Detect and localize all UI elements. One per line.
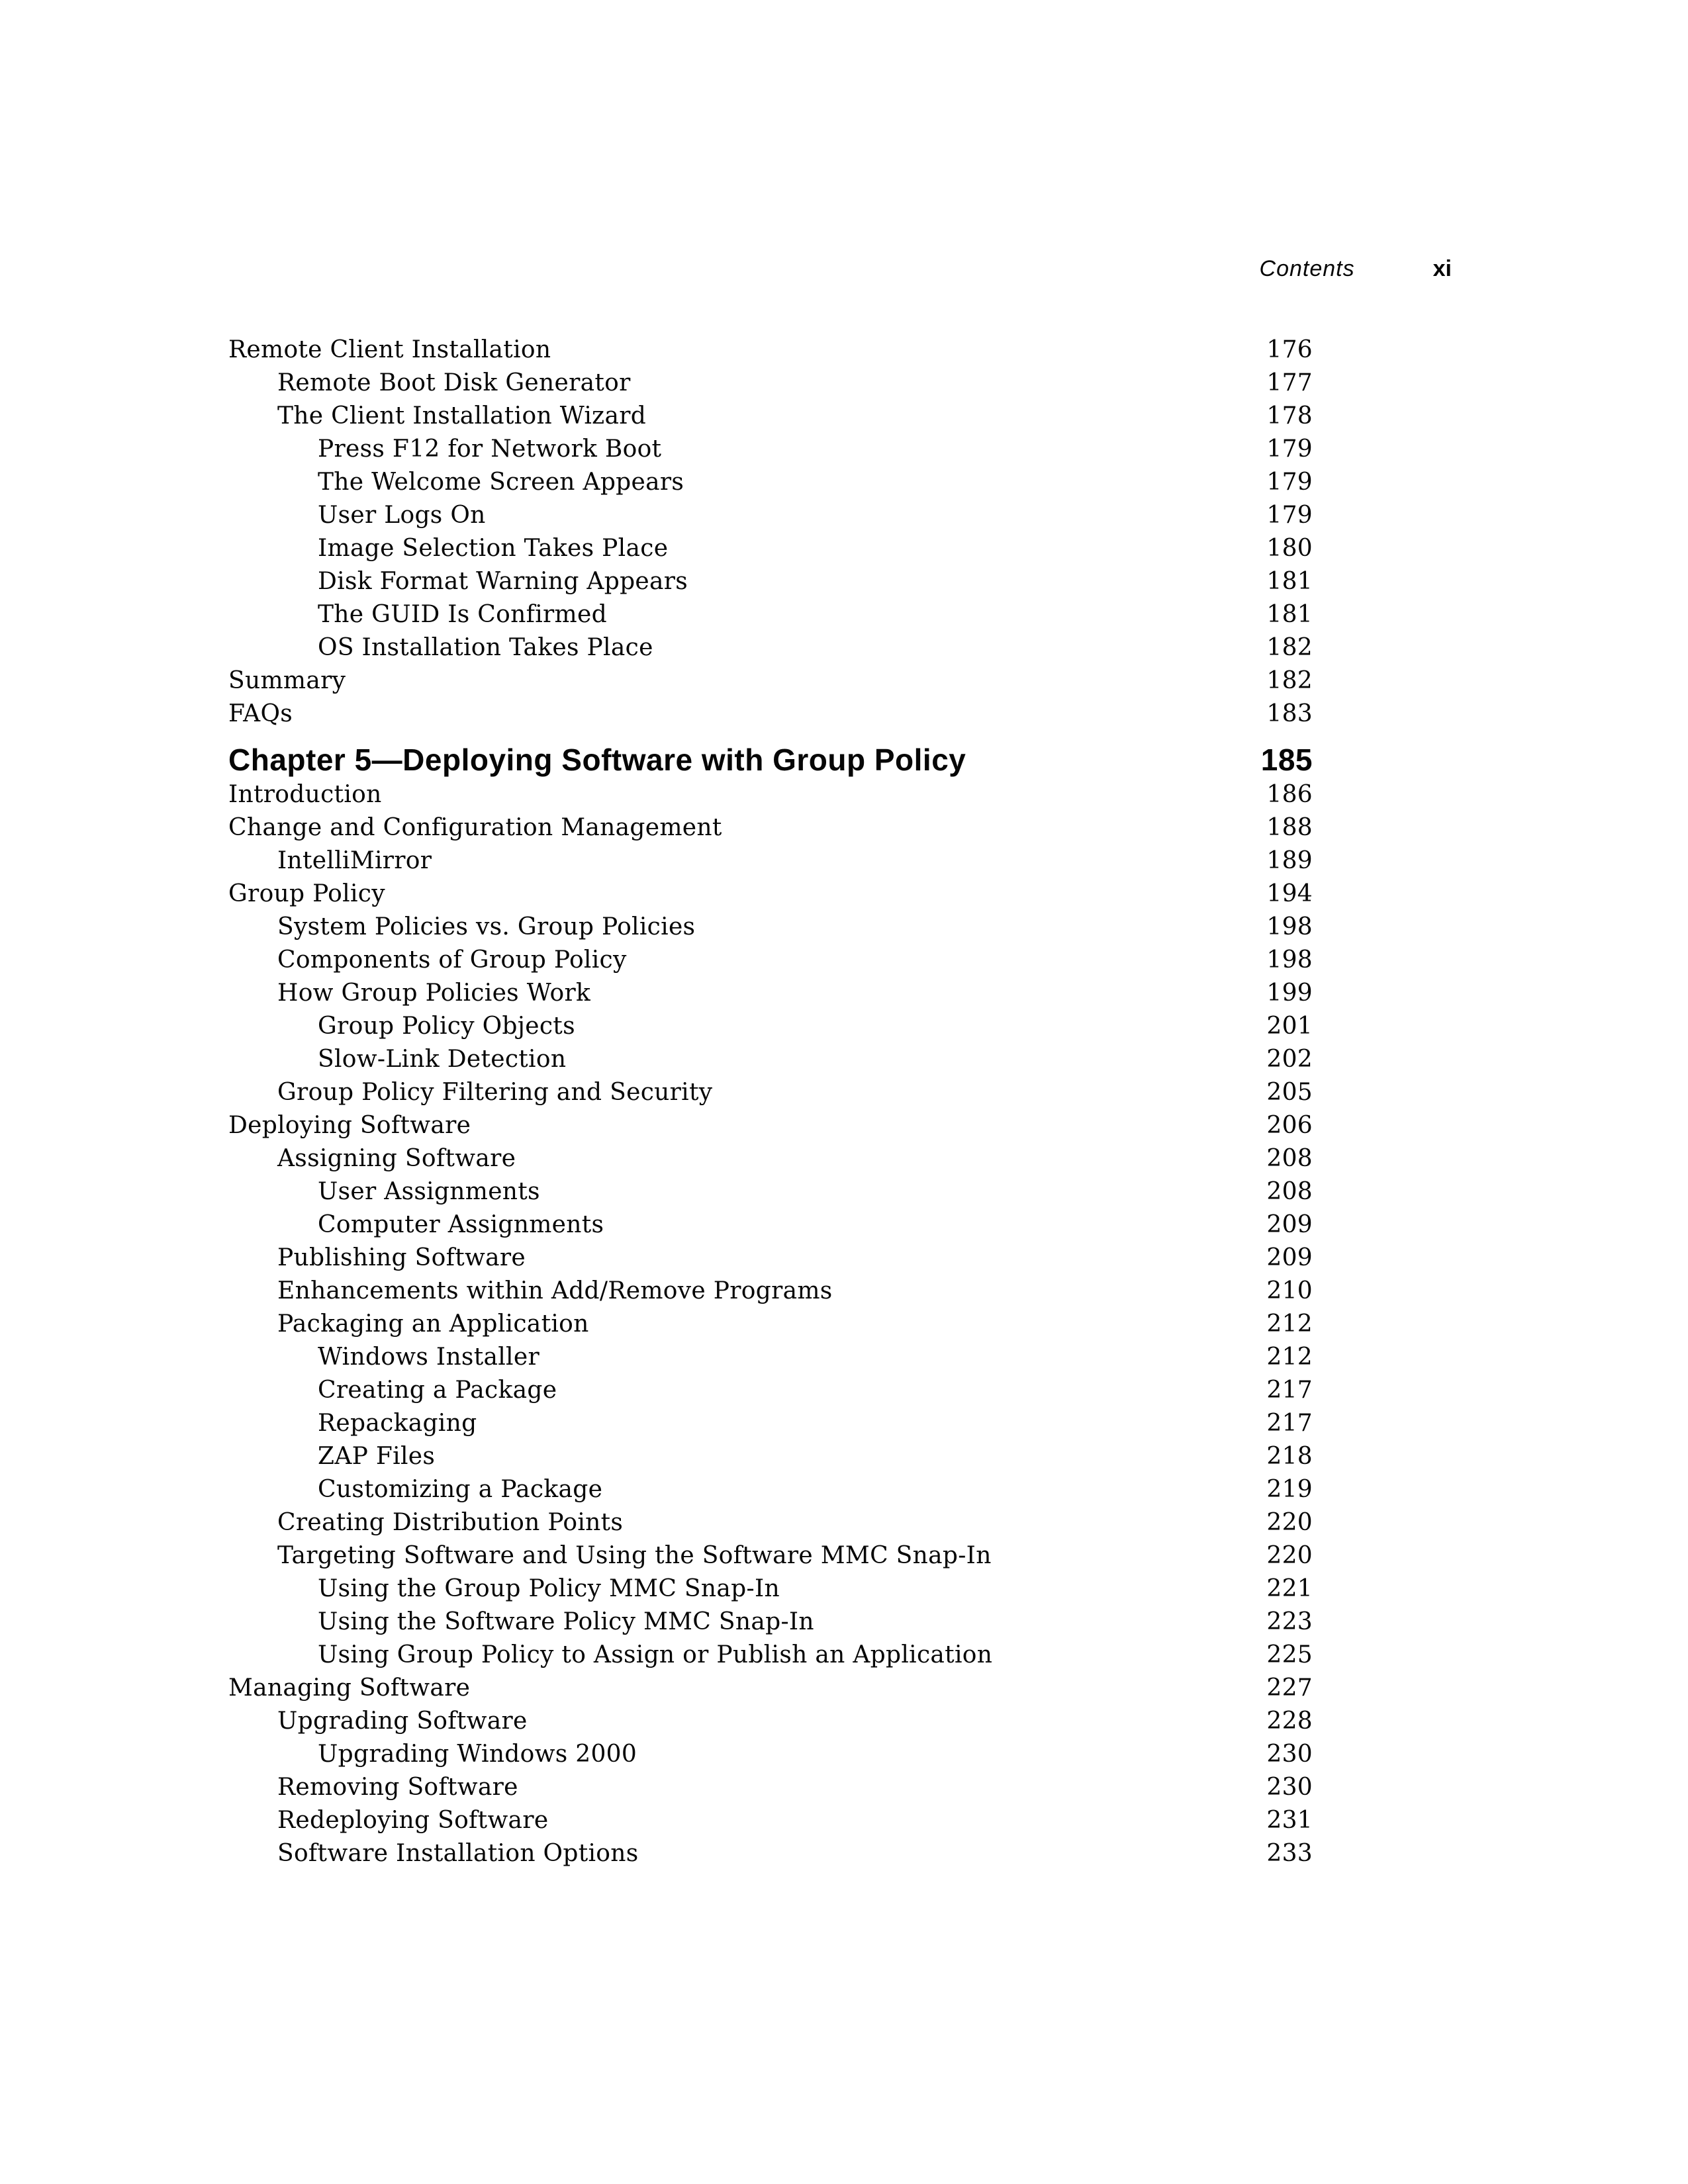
toc-entry	[228, 844, 1313, 878]
toc-entry-page-number: 219	[1266, 1476, 1313, 1503]
toc-entry-page-number: 186	[1266, 781, 1313, 808]
toc-entry-title: Using Group Policy to Assign or Publish an Application	[318, 1641, 993, 1668]
toc-entry	[228, 878, 1313, 911]
toc-entry-title: User Assignments	[318, 1178, 540, 1205]
toc-entry-page-number: 179	[1266, 502, 1313, 529]
toc-entry	[228, 1738, 1313, 1771]
toc-entry-page-number: 206	[1266, 1112, 1313, 1139]
toc-entry	[228, 1208, 1313, 1242]
toc-entry	[228, 1804, 1313, 1837]
toc-entry-title: Group Policy Filtering and Security	[277, 1079, 713, 1106]
toc-entry-title: Summary	[228, 667, 346, 694]
toc-entry-title: Introduction	[228, 781, 382, 808]
toc-entry	[228, 778, 1313, 811]
toc-entry-title: The Client Installation Wizard	[277, 402, 647, 430]
toc-entry-title: Software Installation Options	[277, 1840, 639, 1867]
toc-entry-page-number: 209	[1266, 1211, 1313, 1238]
toc-entry-page-number: 227	[1266, 1674, 1313, 1702]
toc-entry-page-number: 194	[1266, 880, 1313, 907]
toc-entry-page-number: 208	[1266, 1178, 1313, 1205]
toc-entry	[228, 911, 1313, 944]
toc-entry-page-number: 176	[1266, 336, 1313, 363]
toc-entry	[228, 1539, 1313, 1572]
toc-entry-page-number: 208	[1266, 1145, 1313, 1172]
toc-entry	[228, 698, 1313, 731]
running-header-page-number: xi	[1432, 256, 1452, 281]
toc-entry	[228, 1705, 1313, 1738]
toc-entry-title: Assigning Software	[277, 1145, 516, 1172]
toc-entry-title: Creating Distribution Points	[277, 1509, 624, 1536]
toc-entry	[228, 1109, 1313, 1142]
toc-entry-title: Chapter 5—Deploying Software with Group Policy	[228, 743, 966, 777]
toc-entry-page-number: 180	[1266, 535, 1313, 562]
toc-entry	[228, 532, 1313, 565]
toc-entry-title: Computer Assignments	[318, 1211, 604, 1238]
toc-entry-title: Remote Boot Disk Generator	[277, 369, 631, 396]
toc-entry	[228, 1242, 1313, 1275]
toc-entry-title: Windows Installer	[318, 1343, 539, 1371]
toc-entry-title: Redeploying Software	[277, 1807, 549, 1834]
toc-entry-title: Removing Software	[277, 1774, 518, 1801]
toc-entry	[228, 1606, 1313, 1639]
toc-entry-page-number: 225	[1266, 1641, 1313, 1668]
toc-entry-page-number: 217	[1266, 1410, 1313, 1437]
toc-entry-page-number: 181	[1266, 568, 1313, 595]
toc-entry-page-number: 212	[1266, 1343, 1313, 1371]
toc-entry	[228, 1639, 1313, 1672]
toc-entry-title: ZAP Files	[318, 1443, 436, 1470]
toc-entry-title: Deploying Software	[228, 1112, 471, 1139]
toc-entry	[228, 1142, 1313, 1175]
toc-entry	[228, 1010, 1313, 1043]
toc-entry-title: Upgrading Windows 2000	[318, 1741, 637, 1768]
toc-entry	[228, 1506, 1313, 1539]
toc-entry-title: Publishing Software	[277, 1244, 526, 1271]
toc-entry-page-number: 181	[1266, 601, 1313, 628]
toc-entry-title: Managing Software	[228, 1674, 471, 1702]
toc-entry-page-number: 177	[1266, 369, 1313, 396]
toc-entry-page-number: 205	[1266, 1079, 1313, 1106]
toc-entry	[228, 944, 1313, 977]
toc-entry-title: Upgrading Software	[277, 1707, 528, 1735]
toc-entry	[228, 811, 1313, 844]
toc-entry	[228, 466, 1313, 499]
toc-entry	[228, 1572, 1313, 1606]
toc-entry	[228, 1076, 1313, 1109]
toc-entry	[228, 499, 1313, 532]
toc-entry-page-number: 210	[1266, 1277, 1313, 1304]
toc-entry-page-number: 223	[1266, 1608, 1313, 1635]
toc-entry	[228, 433, 1313, 466]
toc-entry-page-number: 188	[1266, 814, 1313, 841]
toc-entry-page-number: 198	[1266, 913, 1313, 940]
toc-entry-page-number: 221	[1266, 1575, 1313, 1602]
toc-entry-page-number: 182	[1266, 667, 1313, 694]
toc-entry-title: System Policies vs. Group Policies	[277, 913, 696, 940]
toc-entry-page-number: 198	[1266, 946, 1313, 974]
toc-entry-page-number: 185	[1260, 743, 1313, 777]
toc-entry	[228, 1407, 1313, 1440]
toc-entry-page-number: 217	[1266, 1377, 1313, 1404]
toc-entry-page-number: 218	[1266, 1443, 1313, 1470]
toc-entry-title: Using the Group Policy MMC Snap-In	[318, 1575, 780, 1602]
toc-entry	[228, 1374, 1313, 1407]
toc-entry-title: Press F12 for Network Boot	[318, 435, 662, 463]
toc-entry-page-number: 212	[1266, 1310, 1313, 1338]
toc-entry-page-number: 179	[1266, 435, 1313, 463]
toc-entry-title: Using the Software Policy MMC Snap-In	[318, 1608, 814, 1635]
running-header	[228, 255, 1452, 282]
toc-entry-title: User Logs On	[318, 502, 486, 529]
toc-entry	[228, 1175, 1313, 1208]
toc-entry-title: Creating a Package	[318, 1377, 557, 1404]
toc-entry-title: Change and Configuration Management	[228, 814, 722, 841]
toc-entry-title: IntelliMirror	[277, 847, 432, 874]
toc-entry-title: Group Policy	[228, 880, 385, 907]
toc-entry-page-number: 228	[1266, 1707, 1313, 1735]
toc-entry-page-number: 178	[1266, 402, 1313, 430]
toc-entry-page-number: 220	[1266, 1542, 1313, 1569]
toc-entry-page-number: 189	[1266, 847, 1313, 874]
table-of-contents	[228, 334, 1313, 1870]
toc-entry-title: Targeting Software and Using the Software MMC Snap-In	[277, 1542, 992, 1569]
toc-entry-page-number: 230	[1266, 1741, 1313, 1768]
toc-entry	[228, 977, 1313, 1010]
toc-entry-title: Enhancements within Add/Remove Programs	[277, 1277, 833, 1304]
toc-entry-page-number: 230	[1266, 1774, 1313, 1801]
toc-entry	[228, 334, 1313, 367]
toc-entry-title: OS Installation Takes Place	[318, 634, 653, 661]
toc-entry	[228, 664, 1313, 698]
toc-entry	[228, 400, 1313, 433]
toc-entry-title: FAQs	[228, 700, 293, 727]
toc-entry-page-number: 209	[1266, 1244, 1313, 1271]
toc-entry-page-number: 231	[1266, 1807, 1313, 1834]
toc-entry	[228, 1275, 1313, 1308]
toc-entry	[228, 565, 1313, 598]
toc-entry-page-number: 183	[1266, 700, 1313, 727]
toc-entry-title: Components of Group Policy	[277, 946, 627, 974]
running-header-title: Contents	[1259, 256, 1355, 281]
toc-entry-title: Repackaging	[318, 1410, 477, 1437]
toc-entry	[228, 367, 1313, 400]
toc-entry-page-number: 201	[1266, 1013, 1313, 1040]
toc-entry	[228, 1043, 1313, 1076]
toc-entry	[228, 1341, 1313, 1374]
toc-entry-title: Group Policy Objects	[318, 1013, 575, 1040]
toc-entry-title: Customizing a Package	[318, 1476, 603, 1503]
toc-entry-page-number: 182	[1266, 634, 1313, 661]
toc-entry-title: The Welcome Screen Appears	[318, 469, 684, 496]
toc-entry	[228, 1771, 1313, 1804]
toc-entry	[228, 1440, 1313, 1473]
toc-entry	[228, 1473, 1313, 1506]
toc-entry-page-number: 179	[1266, 469, 1313, 496]
toc-entry-page-number: 199	[1266, 979, 1313, 1007]
toc-entry	[228, 1672, 1313, 1705]
toc-entry	[228, 1837, 1313, 1870]
toc-chapter-heading	[228, 741, 1313, 778]
toc-entry	[228, 598, 1313, 631]
toc-entry-page-number: 233	[1266, 1840, 1313, 1867]
toc-entry-title: Disk Format Warning Appears	[318, 568, 688, 595]
toc-entry-page-number: 220	[1266, 1509, 1313, 1536]
toc-entry-title: Slow-Link Detection	[318, 1046, 567, 1073]
toc-entry	[228, 1308, 1313, 1341]
toc-entry-title: Remote Client Installation	[228, 336, 551, 363]
toc-entry	[228, 631, 1313, 664]
toc-entry-title: How Group Policies Work	[277, 979, 591, 1007]
toc-entry-title: Packaging an Application	[277, 1310, 589, 1338]
toc-entry-page-number: 202	[1266, 1046, 1313, 1073]
toc-entry-title: The GUID Is Confirmed	[318, 601, 607, 628]
toc-entry-title: Image Selection Takes Place	[318, 535, 669, 562]
